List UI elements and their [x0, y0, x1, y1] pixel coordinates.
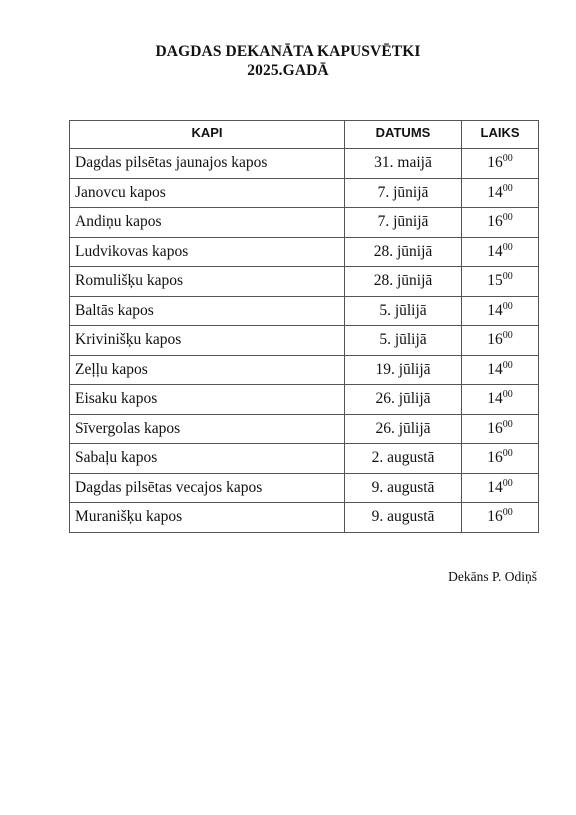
cell-place: Muranišķu kapos [70, 503, 345, 533]
cell-date: 26. jūlijā [345, 385, 462, 415]
document-title [0, 42, 576, 80]
time-hours: 14 [487, 390, 503, 408]
table-row [70, 385, 539, 415]
table-row [70, 267, 539, 297]
time-hours: 14 [487, 478, 503, 496]
cell-time [462, 385, 539, 415]
time-minutes: 00 [502, 300, 513, 312]
time-minutes: 00 [502, 182, 513, 194]
table-row [70, 178, 539, 208]
cell-place: Dagdas pilsētas jaunajos kapos [70, 149, 345, 179]
cell-place: Romulišķu kapos [70, 267, 345, 297]
time-hours: 14 [487, 360, 503, 378]
time-minutes: 00 [502, 507, 513, 519]
cell-time [462, 149, 539, 179]
time-minutes: 00 [502, 418, 513, 430]
time-hours: 16 [487, 419, 503, 437]
header-place: KAPI [70, 121, 345, 149]
cell-date: 7. jūnijā [345, 178, 462, 208]
cell-place: Krivinišķu kapos [70, 326, 345, 356]
cell-time [462, 296, 539, 326]
cell-date: 31. maijā [345, 149, 462, 179]
title-line-2: 2025.GADĀ [247, 62, 329, 79]
time-hours: 16 [487, 449, 503, 467]
table-header-row [70, 121, 539, 149]
time-minutes: 00 [502, 271, 513, 283]
time-minutes: 00 [502, 477, 513, 489]
cell-date: 2. augustā [345, 444, 462, 474]
signature: Dekāns P. Odiņš [448, 569, 537, 584]
cell-place: Zeļļu kapos [70, 355, 345, 385]
time-minutes: 00 [502, 241, 513, 253]
cell-date: 9. augustā [345, 473, 462, 503]
table-row [70, 444, 539, 474]
table-row [70, 503, 539, 533]
cell-place: Sabaļu kapos [70, 444, 345, 474]
cell-date: 9. augustā [345, 503, 462, 533]
table-body [70, 149, 539, 533]
table-row [70, 473, 539, 503]
cell-place: Sīvergolas kapos [70, 414, 345, 444]
cell-time [462, 473, 539, 503]
time-hours: 14 [487, 242, 503, 260]
time-hours: 14 [487, 183, 503, 201]
cell-place: Baltās kapos [70, 296, 345, 326]
cell-place: Dagdas pilsētas vecajos kapos [70, 473, 345, 503]
cell-time [462, 503, 539, 533]
table-row [70, 208, 539, 238]
header-time: LAIKS [462, 121, 539, 149]
schedule-table [69, 120, 539, 533]
table-row [70, 355, 539, 385]
cell-time [462, 355, 539, 385]
table-row [70, 237, 539, 267]
table-row [70, 296, 539, 326]
cell-time [462, 326, 539, 356]
time-hours: 16 [487, 154, 503, 172]
cell-place: Eisaku kapos [70, 385, 345, 415]
cell-date: 28. jūnijā [345, 267, 462, 297]
cell-time [462, 414, 539, 444]
cell-date: 26. jūlijā [345, 414, 462, 444]
cell-date: 28. jūnijā [345, 237, 462, 267]
time-hours: 15 [487, 272, 503, 290]
table-row [70, 414, 539, 444]
time-minutes: 00 [502, 448, 513, 460]
time-minutes: 00 [502, 389, 513, 401]
cell-date: 19. jūlijā [345, 355, 462, 385]
cell-place: Ludvikovas kapos [70, 237, 345, 267]
cell-place: Janovcu kapos [70, 178, 345, 208]
cell-date: 7. jūnijā [345, 208, 462, 238]
title-line-1: DAGDAS DEKANĀTA KAPUSVĒTKI [155, 43, 421, 60]
cell-date: 5. jūlijā [345, 326, 462, 356]
time-minutes: 00 [502, 359, 513, 371]
time-hours: 16 [487, 508, 503, 526]
cell-place: Andiņu kapos [70, 208, 345, 238]
header-date: DATUMS [345, 121, 462, 149]
cell-time [462, 178, 539, 208]
time-hours: 16 [487, 331, 503, 349]
cell-time [462, 444, 539, 474]
time-minutes: 00 [502, 330, 513, 342]
time-minutes: 00 [502, 212, 513, 224]
time-hours: 14 [487, 301, 503, 319]
cell-date: 5. jūlijā [345, 296, 462, 326]
time-minutes: 00 [502, 153, 513, 165]
time-hours: 16 [487, 213, 503, 231]
table-row [70, 149, 539, 179]
table-row [70, 326, 539, 356]
cell-time [462, 267, 539, 297]
cell-time [462, 237, 539, 267]
cell-time [462, 208, 539, 238]
